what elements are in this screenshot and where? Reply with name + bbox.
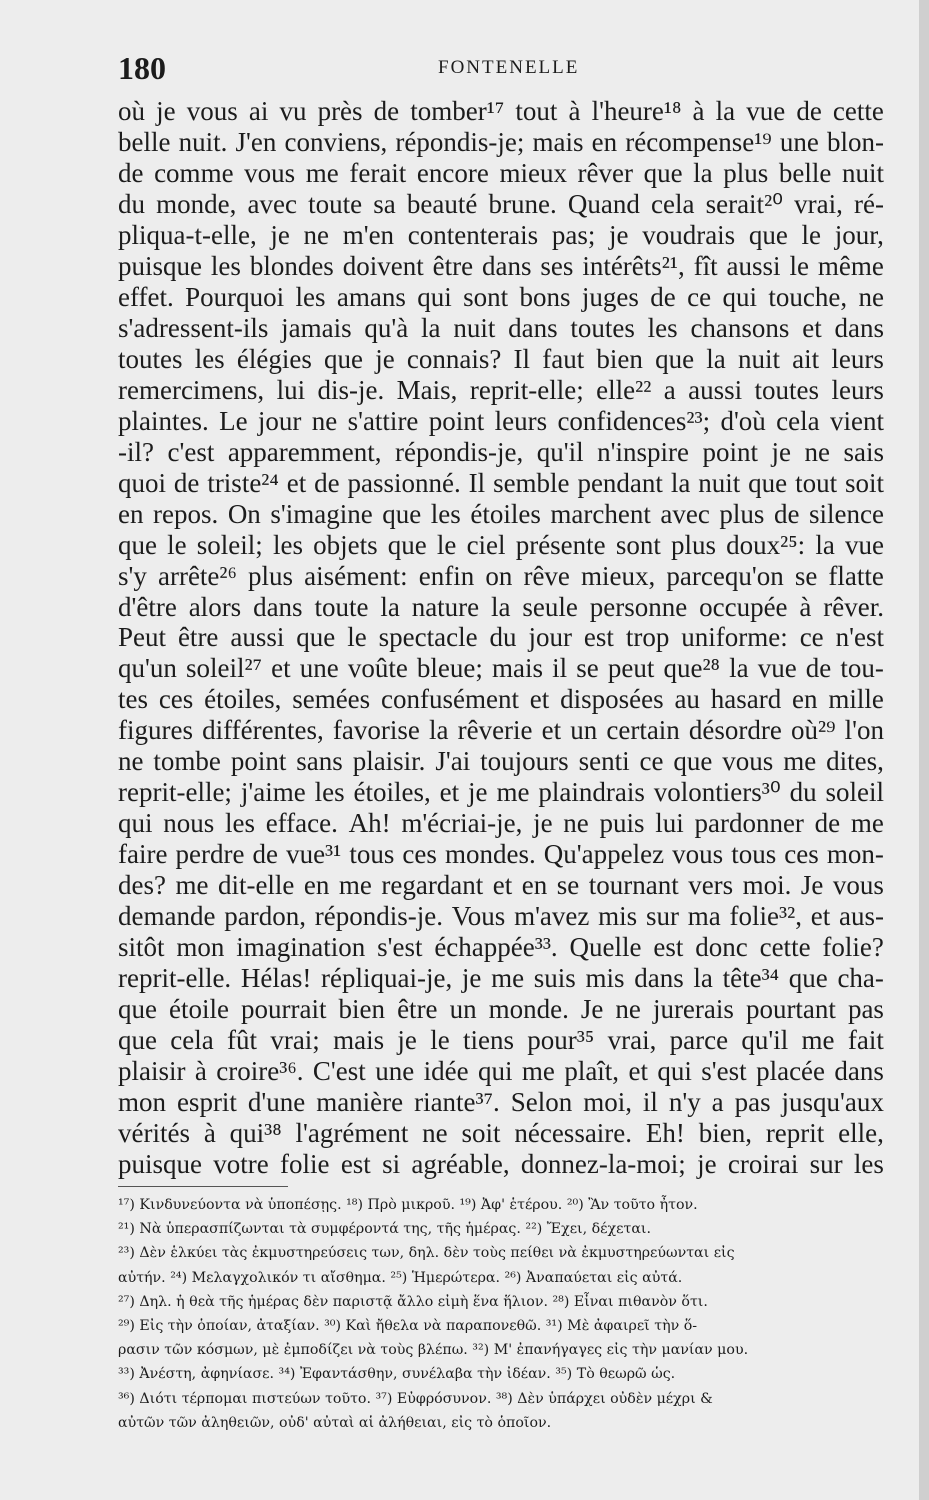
- footnote-line: ²⁹) Εἰς τὴν ὁποίαν, ἀταξίαν. ³⁰) Καὶ ἤθελα νὰ παραπονεθῶ. ³¹) Μὲ ἀφαιρεῖ τὴν ὅ-: [118, 1317, 698, 1334]
- footnote-line: ³³) Ἀνέστη, ἀφηνίασε. ³⁴) Ἐφαντάσθην, συνέλαβα τὴν ἰδέαν. ³⁵) Τὸ θεωρῶ ὡς.: [118, 1366, 676, 1383]
- footnote-line: ²¹) Νὰ ὑπερασπίζωνται τὰ συμφέροντά της, τῆς ἡμέρας. ²²) Ἔχει, δέχεται.: [118, 1221, 651, 1238]
- text-line: belle nuit. J'en conviens, répondis-je; mais en récompense¹⁹ une blon-: [118, 126, 884, 157]
- text-line: Peut être aussi que le spectacle du jour est trop uniforme: ce n'est: [118, 622, 884, 653]
- main-text: [118, 96, 884, 1180]
- text-line: que étoile pourrait bien être un monde. Je ne jurerais pourtant pas: [118, 994, 884, 1025]
- footnote-line: ²⁷) Δηλ. ἡ θεὰ τῆς ἡμέρας δὲν παριστᾷ ἄλλο εἰμὴ ἕνα ἥλιον. ²⁸) Εἶναι πιθανὸν ὅτι.: [118, 1293, 708, 1310]
- text-line: tes ces étoiles, semées confusément et disposées au hasard en mille: [118, 684, 884, 715]
- text-line: reprit-elle; j'aime les étoiles, et je me plaindrais volontiers³⁰ du soleil: [118, 777, 884, 808]
- text-line: qui nous les efface. Ah! m'écriai-je, je ne puis lui pardonner de me: [118, 808, 884, 839]
- text-line: que cela fût vrai; mais je le tiens pour³⁵ vrai, parce qu'il me fait: [118, 1025, 884, 1056]
- page-header: [118, 48, 884, 88]
- text-line: du monde, avec toute sa beauté brune. Quand cela serait²⁰ vrai, ré-: [118, 188, 884, 219]
- footnote-line: ²³) Δὲν ἑλκύει τὰς ἐκμυστηρεύσεις των, δηλ. δὲν τοὺς πείθει νὰ ἐκμυστηρεύωνται εἰς: [118, 1245, 735, 1262]
- text-line: pliqua-t-elle, je ne m'en contenterais pas; je voudrais que le jour,: [118, 219, 884, 250]
- text-line: faire perdre de vue³¹ tous ces mondes. Qu'appelez vous tous ces mon-: [118, 839, 884, 870]
- text-line: toutes les élégies que je connais? Il faut bien que la nuit ait leurs: [118, 343, 884, 374]
- text-line: mon esprit d'une manière riante³⁷. Selon moi, il n'y a pas jusqu'aux: [118, 1087, 884, 1117]
- running-title: FONTENELLE: [438, 57, 580, 78]
- text-line: où je vous ai vu près de tomber¹⁷ tout à l'heure¹⁸ à la vue de cette: [118, 96, 884, 126]
- text-line: demande pardon, répondis-je. Vous m'avez mis sur ma folie³², et aus-: [118, 901, 884, 932]
- text-line: sitôt mon imagination s'est échappée³³. Quelle est donc cette folie?: [118, 932, 884, 963]
- footnotes: [118, 1193, 884, 1435]
- text-line: quoi de triste²⁴ et de passionné. Il semble pendant la nuit que tout soit: [118, 467, 884, 498]
- text-line: en repos. On s'imagine que les étoiles marchent avec plus de silence: [118, 498, 884, 529]
- footnote-line: ρασιν τῶν κόσμων, μὲ ἐμποδίζει νὰ τοὺς βλέπω. ³²) Μ' ἐπανήγαγες εἰς τὴν μανίαν μου.: [118, 1342, 749, 1359]
- footnote-line: αὐτήν. ²⁴) Μελαγχολικόν τι αἴσθημα. ²⁵) Ἡμερώτερα. ²⁶) Ἀναπαύεται εἰς αὐτά.: [118, 1269, 683, 1286]
- text-line: reprit-elle. Hélas! répliquai-je, je me suis mis dans la tête³⁴ que cha-: [118, 963, 884, 994]
- page-number: 180: [118, 50, 166, 86]
- text-line: puisque les blondes doivent être dans ses intérêts²¹, fît aussi le même: [118, 250, 884, 281]
- text-line: effet. Pourquoi les amans qui sont bons juges de ce qui touche, ne: [118, 281, 884, 312]
- text-line: plaisir à croire³⁶. C'est une idée qui me plaît, et qui s'est placée dans: [118, 1056, 884, 1087]
- text-line: figures différentes, favorise la rêverie et un certain désordre où²⁹ l'on: [118, 715, 884, 746]
- footnote-line: ¹⁷) Κινδυνεύοντα νὰ ὑποπέσῃς. ¹⁸) Πρὸ μικροῦ. ¹⁹) Ἀφ' ἑτέρου. ²⁰) Ἂν τοῦτο ἦτον.: [118, 1197, 698, 1213]
- text-line: de comme vous me ferait encore mieux rêver que la plus belle nuit: [118, 157, 884, 188]
- footnote-separator: [118, 1186, 288, 1187]
- text-line: -il? c'est apparemment, répondis-je, qu'il n'inspire point je ne sais: [118, 436, 884, 467]
- text-line: s'adressent-ils jamais qu'à la nuit dans toutes les chansons et dans: [118, 312, 884, 343]
- text-line: plaintes. Le jour ne s'attire point leurs confidences²³; d'où cela vient: [118, 405, 884, 436]
- footnote-line: ³⁶) Διότι τέρπομαι πιστεύων τοῦτο. ³⁷) Εὐφρόσυνον. ³⁸) Δὲν ὑπάρχει οὐδὲν μέχρι &: [118, 1390, 713, 1407]
- footnote-line: αὐτῶν τῶν ἀληθειῶν, οὐδ' αὐταὶ αἱ ἀλήθειαι, εἰς τὸ ὁποῖον.: [118, 1414, 552, 1431]
- text-line: vérités à qui³⁸ l'agrément ne soit nécessaire. Eh! bien, reprit elle,: [118, 1117, 884, 1148]
- text-line: qu'un soleil²⁷ et une voûte bleue; mais il se peut que²⁸ la vue de tou-: [118, 653, 884, 684]
- text-line: d'être alors dans toute la nature la seule personne occupée à rêver.: [118, 591, 884, 622]
- page-edge-shadow: [919, 0, 929, 1500]
- text-line: que le soleil; les objets que le ciel présente sont plus doux²⁵: la vue: [118, 529, 884, 560]
- text-line: remercimens, lui dis-je. Mais, reprit-elle; elle²² a aussi toutes leurs: [118, 374, 884, 405]
- text-line: s'y arrête²⁶ plus aisément: enfin on rêve mieux, parcequ'on se flatte: [118, 560, 884, 591]
- text-line: des? me dit-elle en me regardant et en se tournant vers moi. Je vous: [118, 870, 884, 901]
- text-line: ne tombe point sans plaisir. J'ai toujours senti ce que vous me dites,: [118, 746, 884, 777]
- text-line: puisque votre folie est si agréable, donnez-la-moi; je croirai sur les: [118, 1148, 884, 1179]
